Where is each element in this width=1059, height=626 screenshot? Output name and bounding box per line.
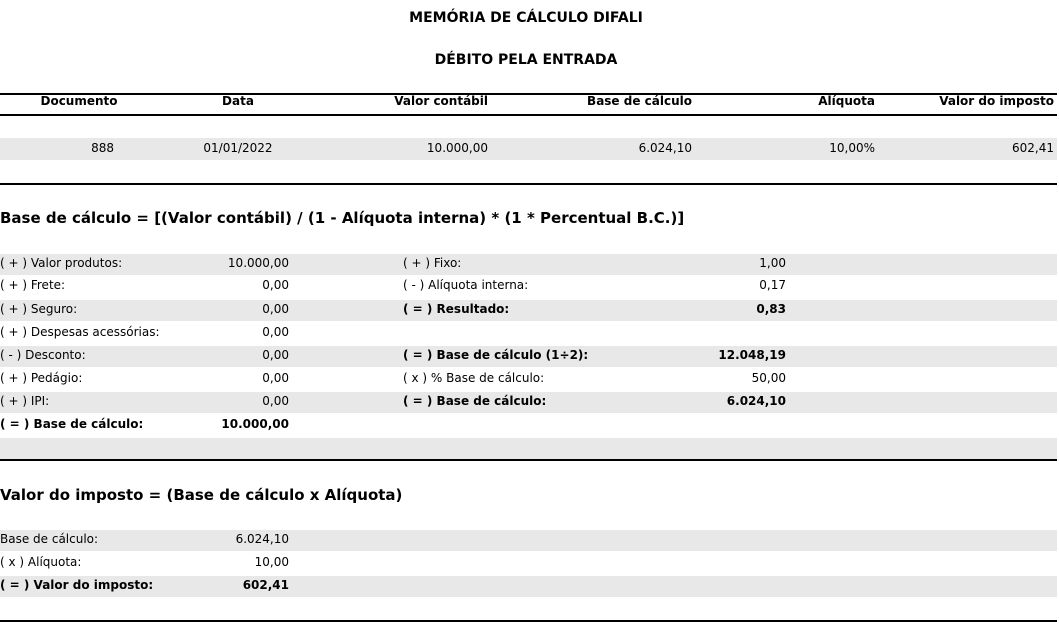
col-header-valor-contabil: Valor contábil [394,94,488,108]
right-value-aliquota-interna: 0,17 [759,278,786,292]
left-value-base-total: 10.000,00 [221,417,289,431]
section-divider [0,459,1057,461]
right-label-percentual-bc: ( x ) % Base de cálculo: [403,371,545,385]
table-header-rule [0,114,1057,116]
left-label-frete: ( + ) Frete: [0,278,66,292]
table-row [0,138,1057,160]
cell-aliquota: 10,00% [829,141,875,155]
tax-label-valor-imposto: ( = ) Valor do imposto: [0,578,154,592]
right-value-resultado: 0,83 [756,302,786,316]
tax-value-valor-imposto: 602,41 [242,578,289,592]
col-header-documento: Documento [40,94,118,108]
base-formula-heading: Base de cálculo = [(Valor contábil) / (1 - Alíquota interna) * (1 * Percentual B.C.)] [0,209,685,227]
left-value-despesas: 0,00 [262,325,289,339]
right-label-resultado: ( = ) Resultado: [403,302,510,316]
left-value-valor-produtos: 10.000,00 [227,256,289,270]
section-divider [0,183,1057,185]
left-value-frete: 0,00 [262,278,289,292]
cell-base-calculo: 6.024,10 [638,141,692,155]
left-value-ipi: 0,00 [262,394,289,408]
col-header-data: Data [222,94,254,108]
left-label-despesas: ( + ) Despesas acessórias: [0,325,160,339]
tax-value-aliquota: 10,00 [254,555,289,569]
left-label-seguro: ( + ) Seguro: [0,302,78,316]
report-title: MEMÓRIA DE CÁLCULO DIFALI [409,10,643,26]
stripe-row [0,530,1057,551]
right-label-aliquota-interna: ( - ) Alíquota interna: [403,278,529,292]
left-label-pedagio: ( + ) Pedágio: [0,371,83,385]
tax-label-aliquota: ( x ) Alíquota: [0,555,82,569]
right-value-percentual-bc: 50,00 [751,371,786,385]
stripe-row [0,300,1057,321]
cell-valor-imposto: 602,41 [1012,141,1054,155]
right-label-base-1-2: ( = ) Base de cálculo (1÷2): [403,348,589,362]
tax-value-base: 6.024,10 [235,532,289,546]
left-label-base-total: ( = ) Base de cálculo: [0,417,144,431]
left-value-desconto: 0,00 [262,348,289,362]
left-label-ipi: ( + ) IPI: [0,394,50,408]
right-value-base-final: 6.024,10 [726,394,786,408]
right-label-fixo: ( + ) Fixo: [403,256,462,270]
right-label-base-final: ( = ) Base de cálculo: [403,394,547,408]
left-label-valor-produtos: ( + ) Valor produtos: [0,256,123,270]
report-subtitle: DÉBITO PELA ENTRADA [434,52,618,68]
col-header-valor-imposto: Valor do imposto [939,94,1054,108]
right-value-base-1-2: 12.048,19 [718,348,786,362]
right-value-fixo: 1,00 [759,256,786,270]
stripe-row [0,254,1057,275]
left-label-desconto: ( - ) Desconto: [0,348,86,362]
cell-documento: 888 [91,141,114,155]
tax-formula-heading: Valor do imposto = (Base de cálculo x Alíquota) [0,486,403,504]
stripe-row [0,438,1057,459]
tax-label-base: Base de cálculo: [0,532,99,546]
left-value-pedagio: 0,00 [262,371,289,385]
cell-valor-contabil: 10.000,00 [426,141,488,155]
table-top-rule [0,93,1057,95]
col-header-aliquota: Alíquota [818,94,875,108]
bottom-rule [0,620,1057,622]
stripe-row [0,576,1057,597]
col-header-base-calculo: Base de cálculo [587,94,692,108]
left-value-seguro: 0,00 [262,302,289,316]
cell-data: 01/01/2022 [203,141,273,155]
